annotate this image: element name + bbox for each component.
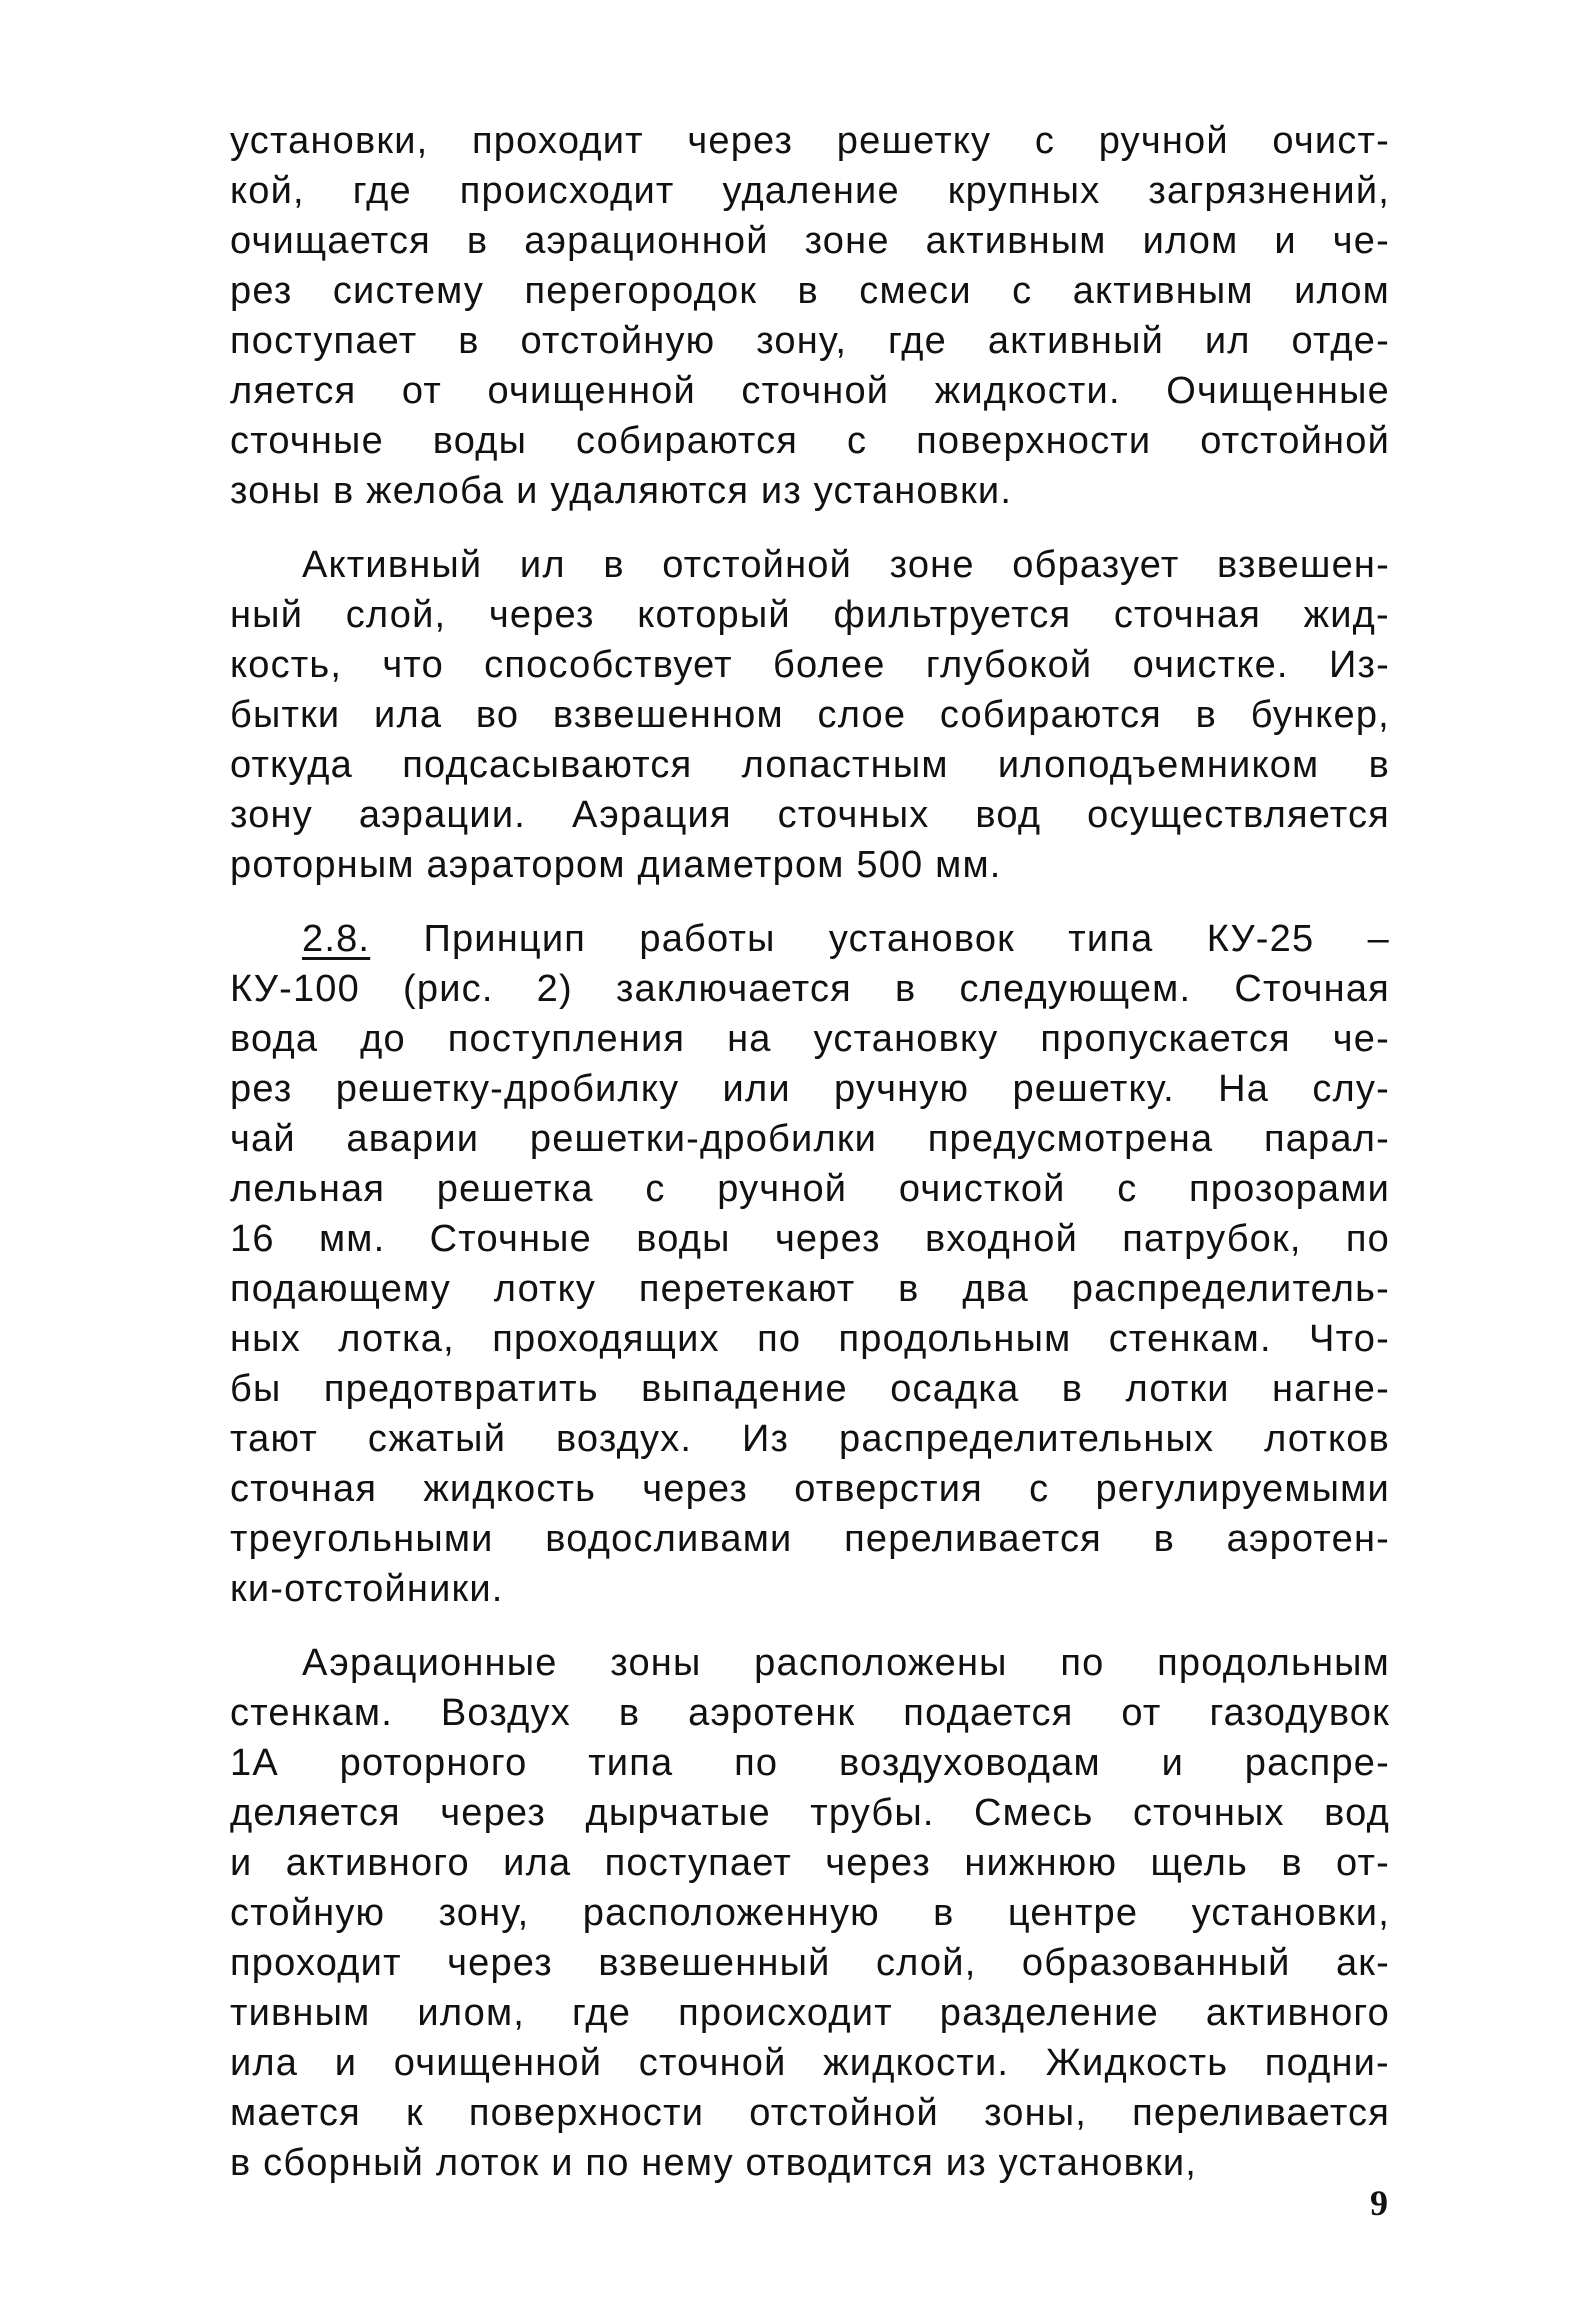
text-line: установки, проходит через решетку с ручной очист-	[230, 120, 1390, 162]
text-line: сточные воды собираются с поверхности отстойной	[230, 420, 1390, 462]
page-number: 9	[1370, 2183, 1388, 2223]
text-line: ных лотка, проходящих по продольным стенкам. Что-	[230, 1318, 1390, 1360]
paragraph-gap	[230, 516, 1390, 540]
text-line: в сборный лоток и по нему отводится из установки,	[230, 2142, 1198, 2184]
text-line: 1А роторного типа по воздуховодам и распре-	[230, 1742, 1390, 1784]
text-line: и активного ила поступает через нижнюю щель в от-	[230, 1842, 1390, 1884]
text-line: ляется от очищенной сточной жидкости. Очищенные	[230, 370, 1390, 412]
text-line: откуда подсасываются лопастным илоподъемником в	[230, 744, 1390, 786]
paragraph-gap	[230, 890, 1390, 914]
text-line: тивным илом, где происходит разделение активного	[230, 1992, 1390, 2034]
paragraph	[230, 540, 1390, 890]
text-line: КУ-100 (рис. 2) заключается в следующем. Сточная	[230, 968, 1390, 1010]
text-line: тают сжатый воздух. Из распределительных лотков	[230, 1418, 1390, 1460]
text-line: очищается в аэрационной зоне активным илом и че-	[230, 220, 1390, 262]
text-line: бытки ила во взвешенном слое собираются в бункер,	[230, 694, 1390, 736]
text-line: 2.8. Принцип работы установок типа КУ-25 –	[302, 918, 1390, 960]
text-line: чай аварии решетки-дробилки предусмотрена парал-	[230, 1118, 1390, 1160]
paragraph	[230, 1638, 1390, 2188]
text-line: лельная решетка с ручной очисткой с прозорами	[230, 1168, 1390, 1210]
text-line: зоны в желоба и удаляются из установки.	[230, 470, 1013, 512]
text-line: Активный ил в отстойной зоне образует взвешен-	[302, 544, 1390, 586]
text-line: ила и очищенной сточной жидкости. Жидкость подни-	[230, 2042, 1390, 2084]
text-line: мается к поверхности отстойной зоны, переливается	[230, 2092, 1390, 2134]
text-line: рез решетку-дробилку или ручную решетку. На слу-	[230, 1068, 1390, 1110]
text-line: 16 мм. Сточные воды через входной патрубок, по	[230, 1218, 1390, 1260]
text-line: роторным аэратором диаметром 500 мм.	[230, 844, 1002, 886]
text-line: сточная жидкость через отверстия с регулируемыми	[230, 1468, 1390, 1510]
text-line: поступает в отстойную зону, где активный ил отде-	[230, 320, 1390, 362]
paragraph	[230, 116, 1390, 516]
text-line: стойную зону, расположенную в центре установки,	[230, 1892, 1390, 1934]
text-line: треугольными водосливами переливается в аэротен-	[230, 1518, 1390, 1560]
text-line: зону аэрации. Аэрация сточных вод осуществляется	[230, 794, 1390, 836]
text-line: проходит через взвешенный слой, образованный ак-	[230, 1942, 1390, 1984]
body-text	[230, 116, 1390, 2188]
text-line: деляется через дырчатые трубы. Смесь сточных вод	[230, 1792, 1390, 1834]
text-line: кость, что способствует более глубокой очистке. Из-	[230, 644, 1390, 686]
text-line: подающему лотку перетекают в два распределитель-	[230, 1268, 1390, 1310]
text-line: стенкам. Воздух в аэротенк подается от газодувок	[230, 1692, 1390, 1734]
text-line: вода до поступления на установку пропускается че-	[230, 1018, 1390, 1060]
text-line: рез систему перегородок в смеси с активным илом	[230, 270, 1390, 312]
paragraph-gap	[230, 1614, 1390, 1638]
text-line: ный слой, через который фильтруется сточная жид-	[230, 594, 1390, 636]
paragraph	[230, 914, 1390, 1614]
text-line: Аэрационные зоны расположены по продольным	[302, 1642, 1390, 1684]
text-line: ки-отстойники.	[230, 1568, 504, 1610]
text-line: бы предотвратить выпадение осадка в лотки нагне-	[230, 1368, 1390, 1410]
text-line: кой, где происходит удаление крупных загрязнений,	[230, 170, 1390, 212]
